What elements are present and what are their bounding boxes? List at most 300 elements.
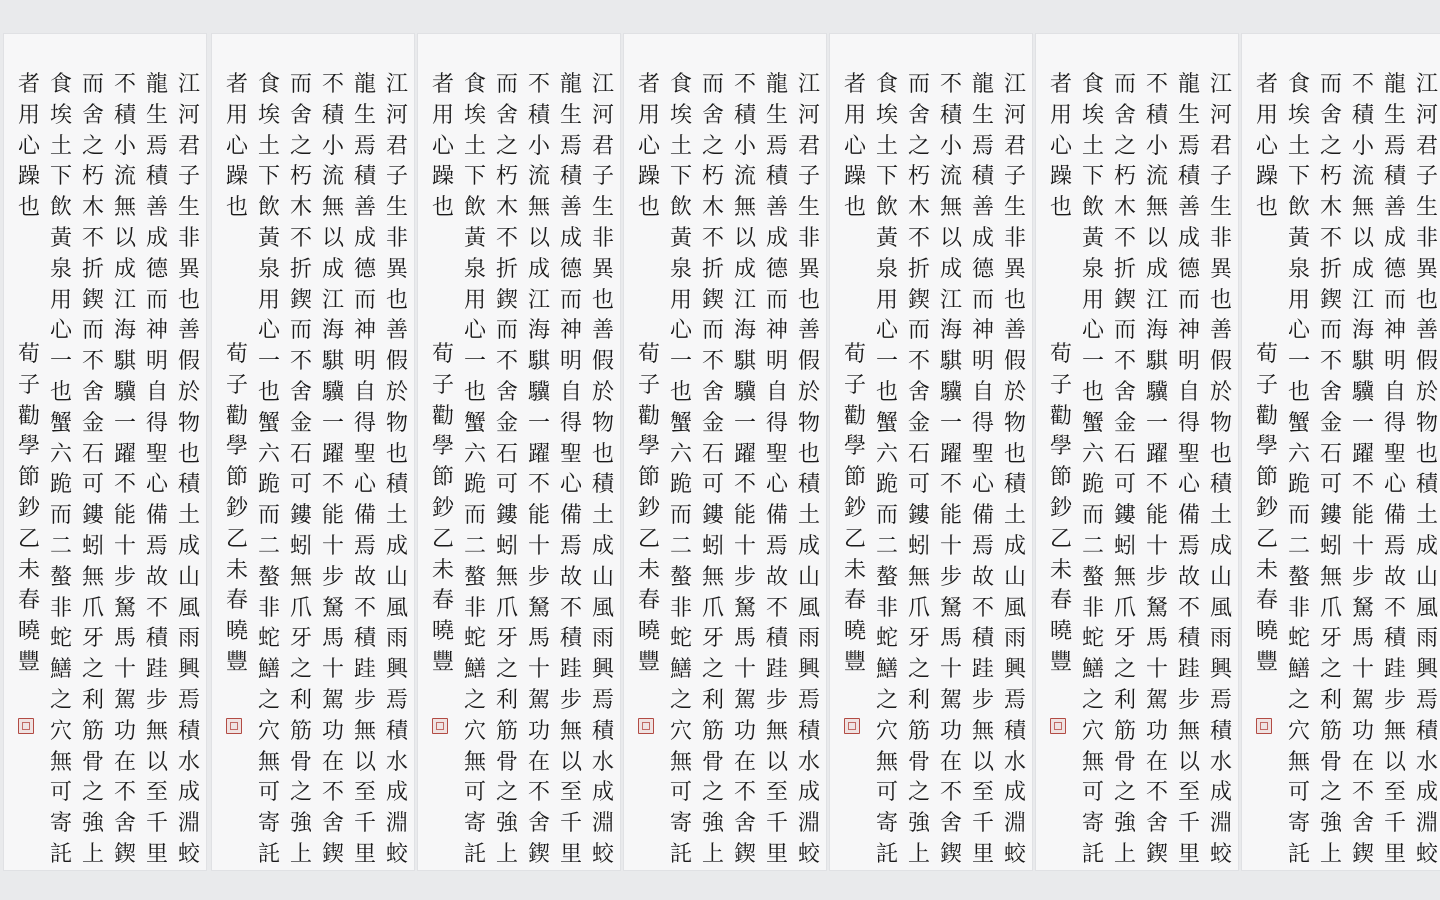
glyph: 非 <box>1003 225 1026 251</box>
text-column <box>588 70 618 871</box>
glyph: 下 <box>463 164 486 190</box>
glyph: 生 <box>1415 195 1438 221</box>
glyph: 小 <box>1145 133 1168 159</box>
text-column <box>762 70 792 871</box>
glyph: 心 <box>1287 318 1310 344</box>
glyph: 石 <box>81 441 104 467</box>
glyph: 用 <box>875 287 898 313</box>
glyph: 之 <box>257 687 280 713</box>
glyph: 之 <box>1319 780 1342 806</box>
glyph: 聖 <box>971 441 994 467</box>
glyph: 飲 <box>257 195 280 221</box>
glyph: 山 <box>1209 564 1232 590</box>
glyph: 未 <box>843 557 866 583</box>
glyph: 功 <box>1351 718 1374 744</box>
glyph: 心 <box>353 472 376 498</box>
glyph: 得 <box>1383 410 1406 436</box>
glyph: 六 <box>1081 441 1104 467</box>
glyph: 功 <box>733 718 756 744</box>
glyph: 朽 <box>81 164 104 190</box>
glyph: 一 <box>733 410 756 436</box>
glyph: 飲 <box>49 195 72 221</box>
glyph: 千 <box>353 811 376 837</box>
glyph: 積 <box>1209 472 1232 498</box>
glyph: 龍 <box>145 72 168 97</box>
glyph: 六 <box>875 441 898 467</box>
glyph: 物 <box>385 410 408 436</box>
glyph: 積 <box>591 718 614 744</box>
glyph: 躁 <box>1049 164 1072 190</box>
glyph: 不 <box>907 225 930 251</box>
glyph: 曉 <box>1049 619 1072 645</box>
glyph: 牙 <box>701 626 724 652</box>
glyph: 者 <box>843 72 866 97</box>
glyph: 焉 <box>353 533 376 559</box>
glyph: 躍 <box>527 441 550 467</box>
glyph: 物 <box>1415 410 1438 436</box>
glyph: 鏤 <box>1113 503 1136 529</box>
glyph: 積 <box>1145 102 1168 128</box>
glyph: 也 <box>1255 195 1278 221</box>
glyph: 之 <box>1113 133 1136 159</box>
glyph: 成 <box>1415 780 1438 806</box>
glyph: 德 <box>145 256 168 282</box>
glyph: 自 <box>1383 379 1406 405</box>
glyph: 駑 <box>733 595 756 621</box>
glyph: 里 <box>765 841 788 867</box>
glyph: 子 <box>385 164 408 190</box>
glyph: 成 <box>797 780 820 806</box>
glyph: 乙 <box>1255 526 1278 552</box>
glyph: 成 <box>385 533 408 559</box>
glyph: 步 <box>1177 687 1200 713</box>
glyph: 不 <box>733 72 756 97</box>
glyph: 蟹 <box>1287 410 1310 436</box>
glyph: 非 <box>1209 225 1232 251</box>
glyph: 用 <box>257 287 280 313</box>
glyph: 不 <box>1383 595 1406 621</box>
glyph: 學 <box>843 434 866 460</box>
glyph: 乙 <box>225 526 248 552</box>
glyph: 牙 <box>1113 626 1136 652</box>
glyph: 土 <box>1287 133 1310 159</box>
glyph: 也 <box>1003 441 1026 467</box>
glyph: 土 <box>385 503 408 529</box>
glyph: 成 <box>385 780 408 806</box>
glyph: 也 <box>1209 287 1232 313</box>
glyph: 無 <box>353 718 376 744</box>
glyph: 春 <box>1255 588 1278 614</box>
glyph: 不 <box>1145 72 1168 97</box>
glyph: 不 <box>527 72 550 97</box>
glyph: 飲 <box>875 195 898 221</box>
glyph: 利 <box>1319 687 1342 713</box>
glyph: 未 <box>637 557 660 583</box>
glyph: 成 <box>733 256 756 282</box>
glyph: 雨 <box>177 626 200 652</box>
glyph: 荀 <box>843 342 866 367</box>
glyph: 泉 <box>1287 256 1310 282</box>
glyph: 駕 <box>733 687 756 713</box>
glyph: 骨 <box>289 749 312 775</box>
glyph: 石 <box>1113 441 1136 467</box>
glyph: 異 <box>591 256 614 282</box>
glyph: 積 <box>1177 164 1200 190</box>
glyph: 而 <box>1177 287 1200 313</box>
glyph: 飲 <box>1287 195 1310 221</box>
glyph: 折 <box>81 256 104 282</box>
glyph: 在 <box>527 749 550 775</box>
glyph: 鍥 <box>321 841 344 867</box>
glyph: 不 <box>321 472 344 498</box>
glyph: 學 <box>17 434 40 460</box>
glyph: 不 <box>765 595 788 621</box>
glyph: 積 <box>765 626 788 652</box>
glyph: 跬 <box>1177 657 1200 683</box>
glyph: 功 <box>527 718 550 744</box>
text-column <box>1316 70 1346 871</box>
glyph: 春 <box>17 588 40 614</box>
glyph: 舍 <box>113 811 136 837</box>
glyph: 心 <box>1383 472 1406 498</box>
glyph: 可 <box>495 472 518 498</box>
glyph: 之 <box>907 657 930 683</box>
glyph: 學 <box>637 434 660 460</box>
glyph: 善 <box>145 195 168 221</box>
glyph: 不 <box>113 72 136 97</box>
glyph: 善 <box>1383 195 1406 221</box>
glyph: 下 <box>257 164 280 190</box>
glyph: 蚓 <box>289 533 312 559</box>
glyph: 山 <box>1415 564 1438 590</box>
glyph: 不 <box>495 349 518 375</box>
glyph: 成 <box>177 533 200 559</box>
glyph: 於 <box>591 379 614 405</box>
glyph: 假 <box>1415 349 1438 375</box>
glyph: 也 <box>843 195 866 221</box>
glyph: 積 <box>527 102 550 128</box>
glyph: 豐 <box>1049 649 1072 675</box>
glyph: 雨 <box>1209 626 1232 652</box>
glyph: 蚓 <box>701 533 724 559</box>
glyph: 之 <box>81 657 104 683</box>
glyph: 筋 <box>907 718 930 744</box>
glyph: 也 <box>591 441 614 467</box>
glyph: 至 <box>1383 780 1406 806</box>
glyph: 鈔 <box>637 495 660 521</box>
glyph: 寄 <box>875 811 898 837</box>
glyph: 焉 <box>1383 533 1406 559</box>
glyph: 寄 <box>1081 811 1104 837</box>
glyph: 利 <box>81 687 104 713</box>
glyph: 節 <box>1049 465 1072 491</box>
glyph: 荀 <box>1255 342 1278 367</box>
glyph: 騏 <box>527 349 550 375</box>
glyph: 飲 <box>1081 195 1104 221</box>
seal-stamp <box>432 718 448 734</box>
text-column <box>968 70 998 871</box>
glyph: 驥 <box>321 379 344 405</box>
glyph: 強 <box>1113 811 1136 837</box>
glyph: 成 <box>1209 533 1232 559</box>
glyph: 聖 <box>559 441 582 467</box>
glyph: 無 <box>765 718 788 744</box>
glyph: 不 <box>733 780 756 806</box>
glyph: 舍 <box>701 379 724 405</box>
glyph: 以 <box>1351 225 1374 251</box>
glyph: 積 <box>1415 472 1438 498</box>
glyph: 不 <box>971 595 994 621</box>
glyph: 跪 <box>49 472 72 498</box>
glyph: 千 <box>1177 811 1200 837</box>
glyph: 海 <box>527 318 550 344</box>
glyph: 之 <box>701 133 724 159</box>
glyph: 小 <box>939 133 962 159</box>
glyph: 也 <box>875 379 898 405</box>
glyph: 也 <box>1415 287 1438 313</box>
glyph: 成 <box>939 256 962 282</box>
glyph: 故 <box>1177 564 1200 590</box>
text-column <box>460 70 490 871</box>
glyph: 折 <box>1113 256 1136 282</box>
glyph: 勸 <box>637 403 660 429</box>
glyph: 龍 <box>1177 72 1200 97</box>
glyph: 下 <box>669 164 692 190</box>
glyph: 飲 <box>669 195 692 221</box>
calligraphy-panel <box>1242 34 1440 870</box>
glyph: 馬 <box>527 626 550 652</box>
glyph: 積 <box>591 472 614 498</box>
glyph: 能 <box>527 503 550 529</box>
glyph: 蚓 <box>1319 533 1342 559</box>
signature-column <box>1252 340 1282 679</box>
glyph: 而 <box>875 503 898 529</box>
glyph: 而 <box>463 503 486 529</box>
glyph: 寄 <box>463 811 486 837</box>
glyph: 積 <box>1003 472 1026 498</box>
glyph: 舍 <box>1319 379 1342 405</box>
glyph: 自 <box>559 379 582 405</box>
glyph: 未 <box>1255 557 1278 583</box>
glyph: 成 <box>353 225 376 251</box>
glyph: 勸 <box>17 403 40 429</box>
glyph: 聖 <box>765 441 788 467</box>
glyph: 用 <box>431 102 454 128</box>
glyph: 舍 <box>289 102 312 128</box>
glyph: 不 <box>527 780 550 806</box>
calligraphy-panel <box>624 34 826 870</box>
glyph: 龍 <box>1383 72 1406 97</box>
glyph: 十 <box>321 657 344 683</box>
glyph: 骨 <box>1319 749 1342 775</box>
glyph: 無 <box>701 564 724 590</box>
glyph: 風 <box>1003 595 1026 621</box>
glyph: 生 <box>559 102 582 128</box>
glyph: 學 <box>225 434 248 460</box>
text-column <box>1412 70 1440 871</box>
glyph: 以 <box>321 225 344 251</box>
glyph: 用 <box>17 102 40 128</box>
glyph: 假 <box>177 349 200 375</box>
glyph: 異 <box>385 256 408 282</box>
glyph: 得 <box>1177 410 1200 436</box>
glyph: 蟹 <box>463 410 486 436</box>
glyph: 朽 <box>907 164 930 190</box>
glyph: 一 <box>463 349 486 375</box>
glyph: 以 <box>559 749 582 775</box>
glyph: 蟹 <box>875 410 898 436</box>
glyph: 十 <box>1145 657 1168 683</box>
glyph: 土 <box>49 133 72 159</box>
glyph: 興 <box>1209 657 1232 683</box>
glyph: 鍥 <box>1319 287 1342 313</box>
glyph: 鍥 <box>1113 287 1136 313</box>
glyph: 牙 <box>289 626 312 652</box>
glyph: 積 <box>971 626 994 652</box>
glyph: 步 <box>353 687 376 713</box>
glyph: 不 <box>939 72 962 97</box>
glyph: 蟹 <box>257 410 280 436</box>
glyph: 不 <box>1145 780 1168 806</box>
glyph: 跪 <box>875 472 898 498</box>
glyph: 金 <box>81 410 104 436</box>
glyph: 蛇 <box>1081 626 1104 652</box>
glyph: 善 <box>353 195 376 221</box>
glyph: 金 <box>1113 410 1136 436</box>
glyph: 千 <box>1383 811 1406 837</box>
glyph: 心 <box>1255 133 1278 159</box>
glyph: 江 <box>113 287 136 313</box>
glyph: 二 <box>875 533 898 559</box>
glyph: 上 <box>1319 841 1342 867</box>
glyph: 小 <box>527 133 550 159</box>
glyph: 蛟 <box>591 841 614 867</box>
glyph: 海 <box>1351 318 1374 344</box>
glyph: 鍥 <box>939 841 962 867</box>
glyph: 江 <box>527 287 550 313</box>
glyph: 步 <box>733 564 756 590</box>
glyph: 而 <box>1319 72 1342 97</box>
glyph: 鍥 <box>289 287 312 313</box>
glyph: 風 <box>177 595 200 621</box>
glyph: 步 <box>321 564 344 590</box>
glyph: 海 <box>321 318 344 344</box>
glyph: 明 <box>1383 349 1406 375</box>
glyph: 蛇 <box>1287 626 1310 652</box>
glyph: 託 <box>669 841 692 867</box>
glyph: 蛇 <box>49 626 72 652</box>
glyph: 無 <box>733 195 756 221</box>
glyph: 神 <box>765 318 788 344</box>
glyph: 不 <box>145 595 168 621</box>
glyph: 成 <box>1383 225 1406 251</box>
glyph: 六 <box>257 441 280 467</box>
glyph: 折 <box>701 256 724 282</box>
glyph: 江 <box>385 72 408 97</box>
glyph: 以 <box>353 749 376 775</box>
glyph: 步 <box>971 687 994 713</box>
glyph: 心 <box>1049 133 1072 159</box>
glyph: 上 <box>907 841 930 867</box>
glyph: 步 <box>1351 564 1374 590</box>
glyph: 不 <box>1177 595 1200 621</box>
glyph: 以 <box>1177 749 1200 775</box>
glyph: 而 <box>971 287 994 313</box>
glyph: 成 <box>765 225 788 251</box>
text-column <box>318 70 348 871</box>
glyph: 積 <box>321 102 344 128</box>
glyph: 節 <box>225 465 248 491</box>
glyph: 豐 <box>431 649 454 675</box>
glyph: 鏤 <box>1319 503 1342 529</box>
glyph: 自 <box>971 379 994 405</box>
glyph: 下 <box>49 164 72 190</box>
glyph: 里 <box>1383 841 1406 867</box>
glyph: 故 <box>559 564 582 590</box>
glyph: 非 <box>797 225 820 251</box>
glyph: 用 <box>1049 102 1072 128</box>
glyph: 木 <box>1319 195 1342 221</box>
glyph: 故 <box>765 564 788 590</box>
glyph: 骨 <box>495 749 518 775</box>
glyph: 善 <box>177 318 200 344</box>
glyph: 利 <box>907 687 930 713</box>
glyph: 也 <box>49 379 72 405</box>
glyph: 埃 <box>257 102 280 128</box>
glyph: 可 <box>81 472 104 498</box>
glyph: 舍 <box>907 379 930 405</box>
glyph: 用 <box>669 287 692 313</box>
glyph: 黃 <box>1081 225 1104 251</box>
text-column <box>110 70 140 871</box>
glyph: 黃 <box>875 225 898 251</box>
glyph: 鱔 <box>463 657 486 683</box>
glyph: 用 <box>843 102 866 128</box>
glyph: 蛟 <box>1209 841 1232 867</box>
glyph: 利 <box>1113 687 1136 713</box>
glyph: 積 <box>971 164 994 190</box>
glyph: 在 <box>1145 749 1168 775</box>
glyph: 土 <box>875 133 898 159</box>
glyph: 跪 <box>257 472 280 498</box>
glyph: 金 <box>289 410 312 436</box>
glyph: 能 <box>939 503 962 529</box>
glyph: 之 <box>49 687 72 713</box>
glyph: 十 <box>113 657 136 683</box>
glyph: 舍 <box>907 102 930 128</box>
glyph: 十 <box>939 657 962 683</box>
glyph: 淵 <box>1415 811 1438 837</box>
text-column <box>666 70 696 871</box>
glyph: 無 <box>559 718 582 744</box>
glyph: 蛇 <box>875 626 898 652</box>
glyph: 上 <box>701 841 724 867</box>
glyph: 淵 <box>591 811 614 837</box>
glyph: 成 <box>1351 256 1374 282</box>
glyph: 鈔 <box>843 495 866 521</box>
glyph: 興 <box>177 657 200 683</box>
glyph: 里 <box>145 841 168 867</box>
glyph: 躍 <box>113 441 136 467</box>
glyph: 而 <box>907 318 930 344</box>
glyph: 非 <box>177 225 200 251</box>
glyph: 朽 <box>701 164 724 190</box>
glyph: 用 <box>637 102 660 128</box>
glyph: 荀 <box>637 342 660 367</box>
glyph: 焉 <box>591 687 614 713</box>
glyph: 得 <box>353 410 376 436</box>
glyph: 異 <box>177 256 200 282</box>
